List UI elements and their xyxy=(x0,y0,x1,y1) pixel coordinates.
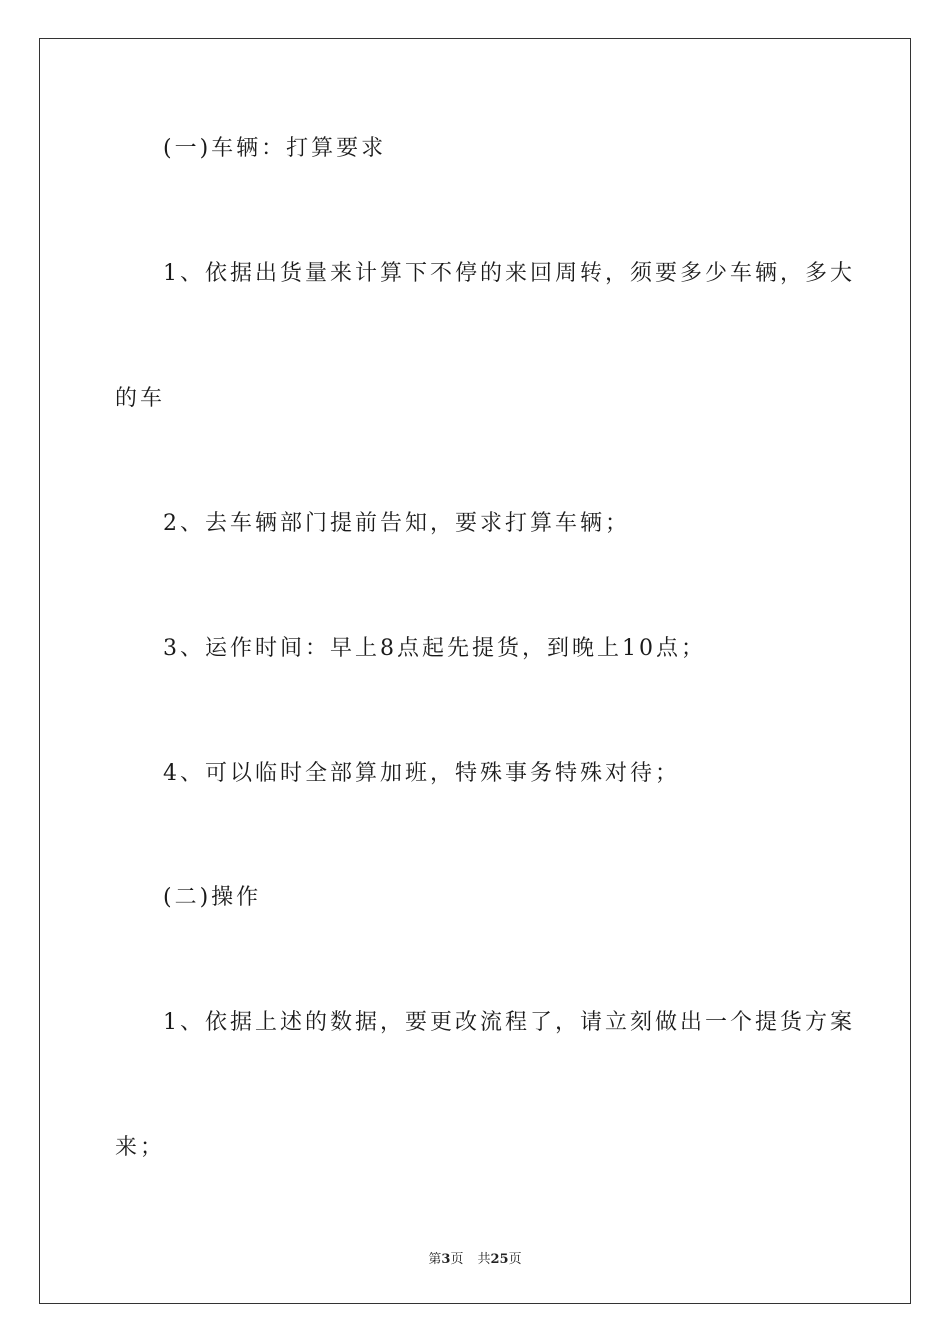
footer-page-suffix: 页 xyxy=(450,1252,464,1267)
footer-page-current: 3 xyxy=(441,1252,451,1267)
paragraph-line: 2、去车辆部门提前告知，要求打算车辆； xyxy=(163,511,630,536)
paragraph-line: 3、运作时间：早上8点起先提货，到晚上10点； xyxy=(163,636,706,661)
paragraph-line: 来； xyxy=(115,1135,166,1160)
page-border xyxy=(39,38,911,1304)
section-heading-vehicles: (一)车辆：打算要求 xyxy=(163,136,387,161)
paragraph-line: 1、依据上述的数据，要更改流程了，请立刻做出一个提货方案 xyxy=(163,1010,855,1035)
footer-page-prefix: 第 xyxy=(428,1252,442,1267)
footer-total-prefix: 共 xyxy=(477,1252,491,1267)
footer-page-total: 25 xyxy=(490,1252,509,1267)
paragraph-line: 1、依据出货量来计算下不停的来回周转，须要多少车辆，多大 xyxy=(163,261,855,286)
paragraph-line: 的车 xyxy=(115,386,166,411)
page-footer xyxy=(0,1248,950,1267)
paragraph-line: 4、可以临时全部算加班，特殊事务特殊对待； xyxy=(163,761,680,786)
footer-total-suffix: 页 xyxy=(508,1252,522,1267)
section-heading-operation: (二)操作 xyxy=(163,885,262,910)
